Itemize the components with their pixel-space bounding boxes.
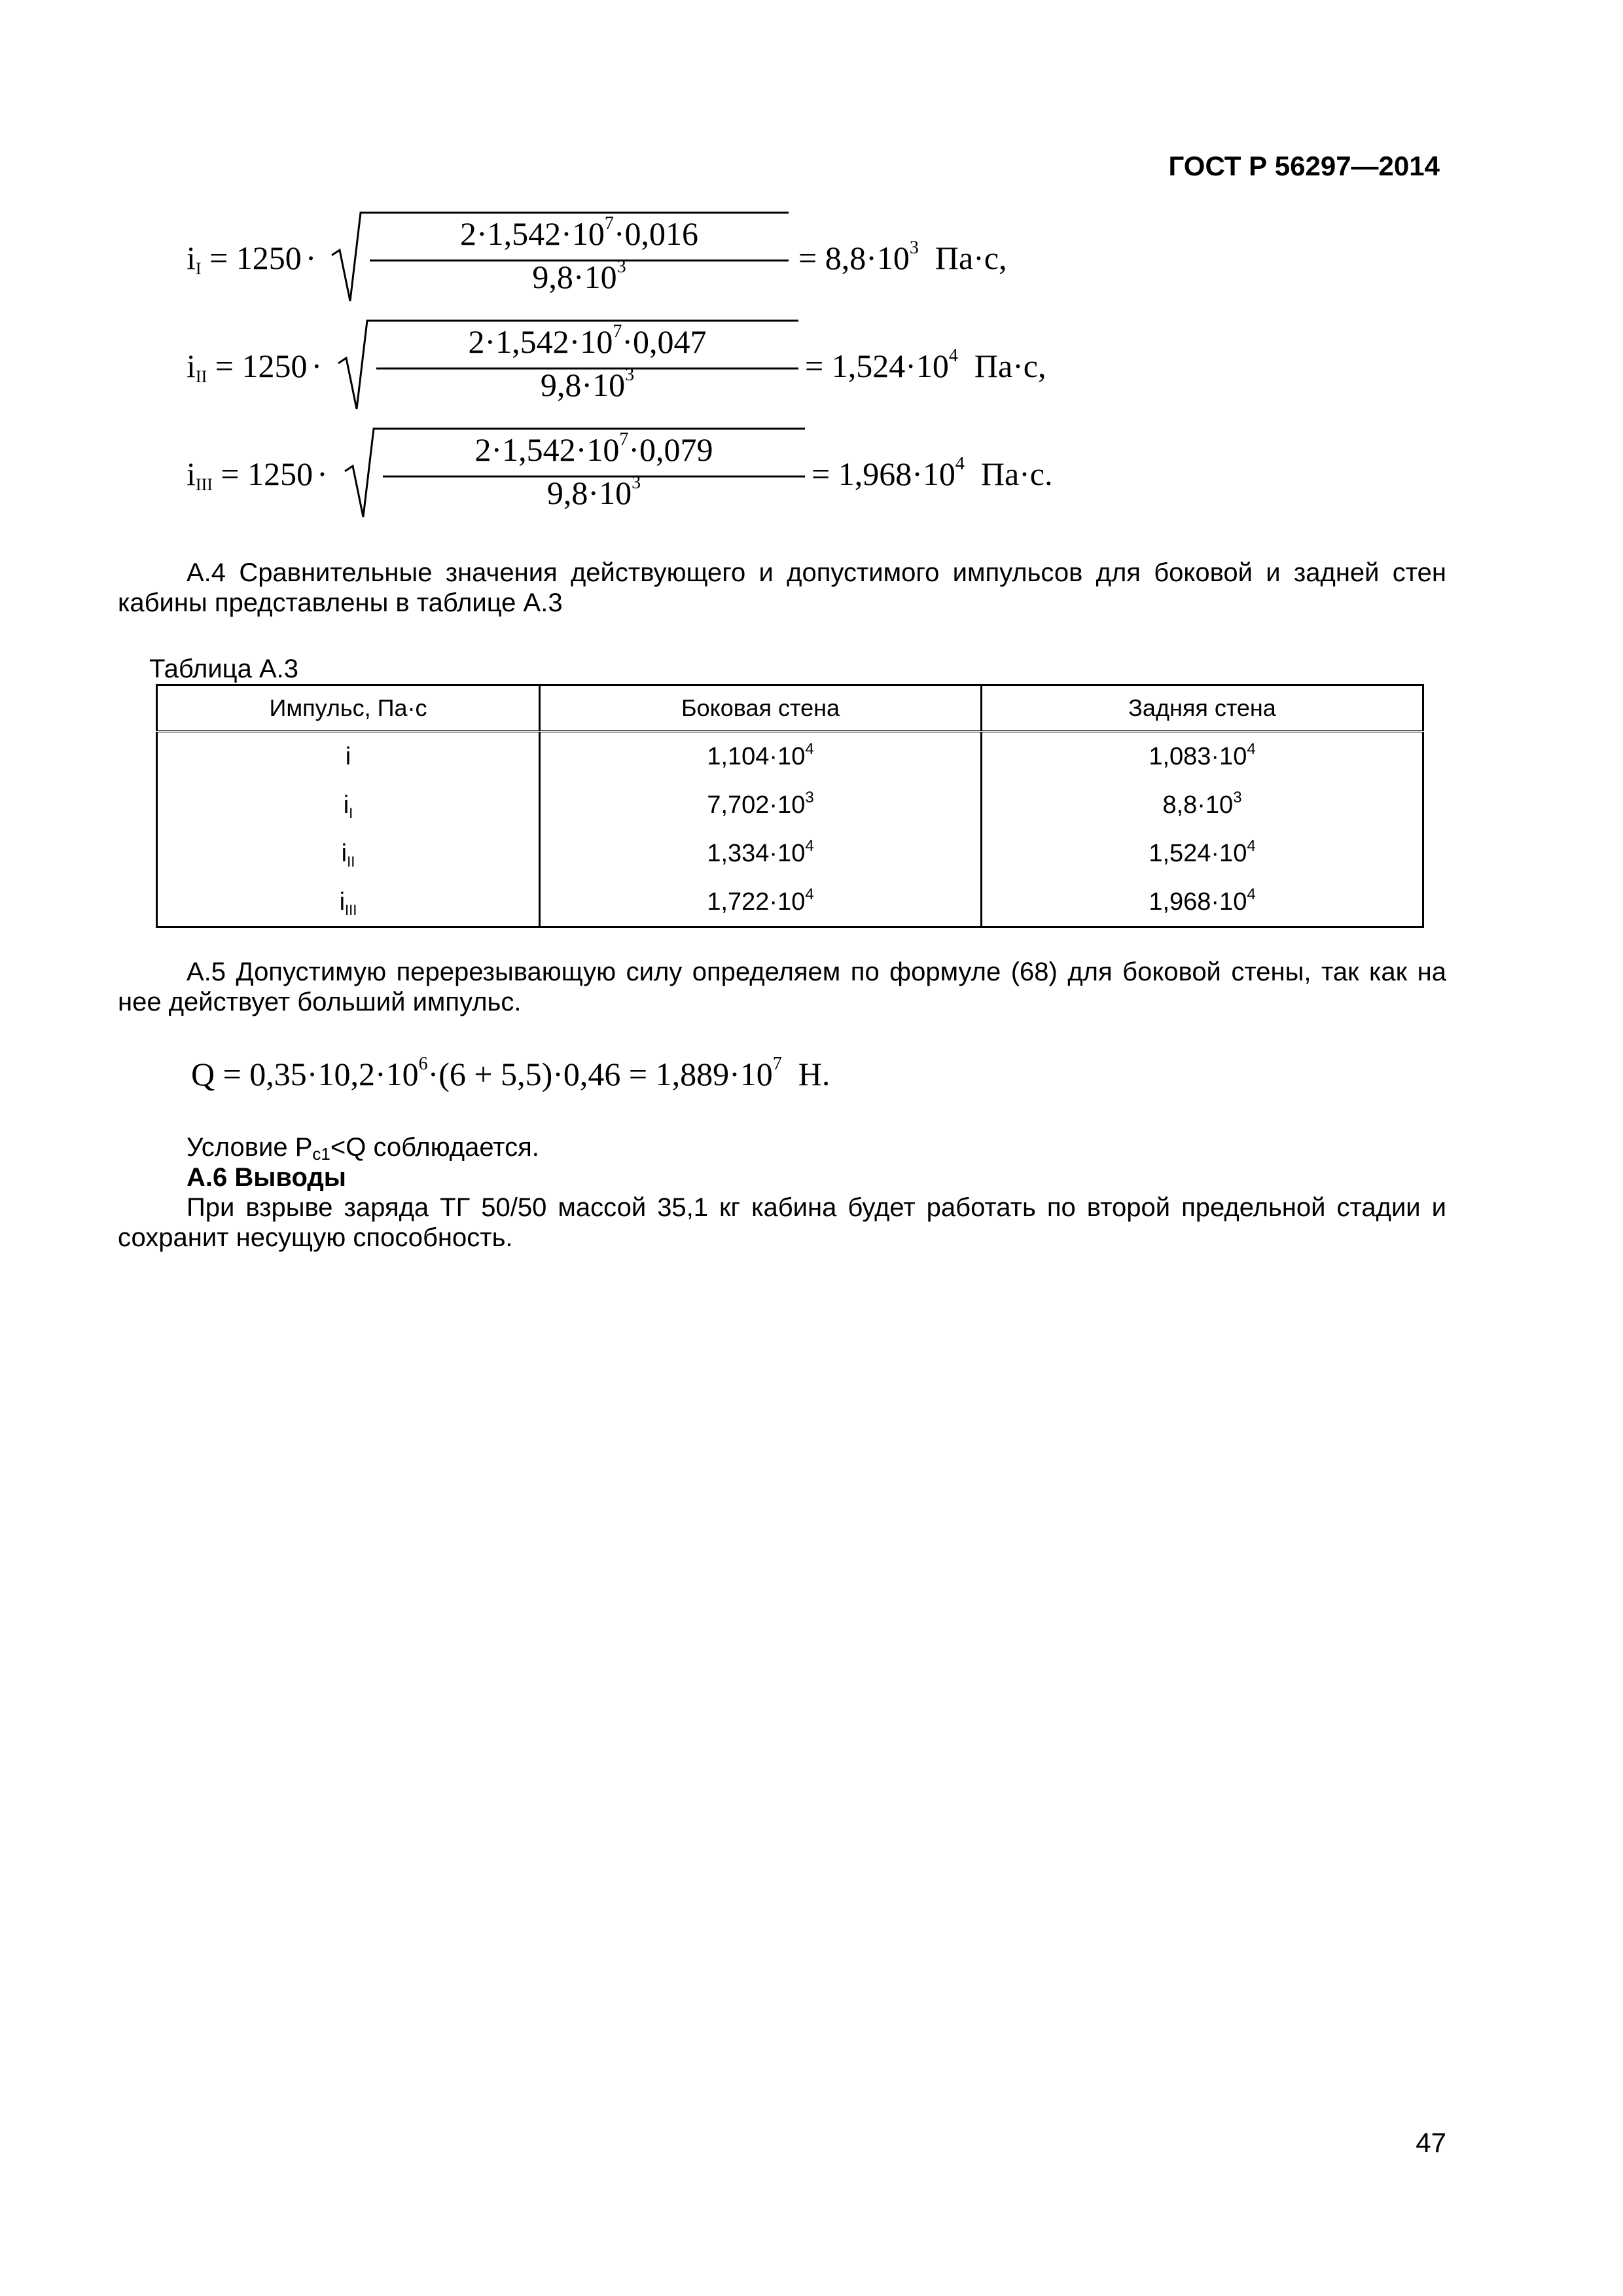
formula-i-1 <box>187 209 1007 308</box>
condition-line: Условие $P_{c1}<Q$ соблюдается. <box>187 1133 539 1164</box>
cell-side-wall: $1,334\cdot 10^4$ <box>540 829 982 878</box>
fraction <box>383 431 805 512</box>
denominator: $9,8\cdot 10^3$ <box>546 473 641 511</box>
formula-result: = $1,524\cdot 10^4$ Па·с, <box>805 346 1046 384</box>
table-header-row <box>157 685 1423 732</box>
paragraph-a5: А.5 Допустимую перерезывающую силу определяем по формуле (68) для боковой стены, так как на нее действует больший импульс. <box>118 958 1446 1016</box>
cell-back-wall: $8,8\cdot 10^3$ <box>982 781 1423 829</box>
formula-q-text: $Q = 0,35\cdot 10,2\cdot 10^6\cdot(6 + 5,5)\cdot 0,46 = 1,889\cdot 10^7$ Н. <box>191 1054 830 1092</box>
cell-impulse: i <box>157 732 540 781</box>
formula-result: = $8,8\cdot 10^3$ Па·с, <box>798 238 1007 276</box>
cell-impulse: $i_I$ <box>157 781 540 829</box>
document-header: ГОСТ Р 56297—2014 <box>1168 151 1440 181</box>
table-row <box>157 732 1423 781</box>
cell-side-wall: $1,104\cdot 10^4$ <box>540 732 982 781</box>
cell-impulse: $i_{III}$ <box>157 878 540 927</box>
column-header-back-wall: Задняя стена <box>982 685 1423 732</box>
numerator: $2\cdot 1,542\cdot 10^7\cdot 0,079$ <box>474 429 713 468</box>
numerator: $2\cdot 1,542\cdot 10^7\cdot 0,016$ <box>460 213 698 252</box>
formula-lhs: $i_I = 1250$ · <box>187 240 317 278</box>
cell-back-wall: $1,968\cdot 10^4$ <box>982 878 1423 927</box>
denominator: $9,8\cdot 10^3$ <box>532 257 626 295</box>
numerator: $2\cdot 1,542\cdot 10^7\cdot 0,047$ <box>468 321 707 360</box>
table-row <box>157 878 1423 927</box>
column-header-impulse: Импульс, Па·с <box>157 685 540 732</box>
table-caption: Таблица А.3 <box>149 655 298 683</box>
formula-i-2 <box>187 317 1046 416</box>
table-row <box>157 829 1423 878</box>
fraction <box>376 323 798 404</box>
cell-impulse: $i_{II}$ <box>157 829 540 878</box>
page-number: 47 <box>1416 2127 1446 2158</box>
formula-lhs: $i_{II} = 1250$ · <box>187 348 323 386</box>
formula-result: = $1,968\cdot 10^4$ Па·с. <box>812 454 1053 492</box>
section-heading-a6: А.6 Выводы <box>187 1163 346 1192</box>
table-row <box>157 781 1423 829</box>
table-a3 <box>156 684 1424 928</box>
formula-lhs: $i_{III} = 1250$ · <box>187 456 328 494</box>
fraction <box>370 215 789 296</box>
paragraph-a4: А.4 Сравнительные значения действующего и допустимого импульсов для боковой и задней стен кабины представлены в таблице А.3 <box>118 558 1446 617</box>
formula-q <box>191 1055 976 1101</box>
cell-back-wall: $1,083\cdot 10^4$ <box>982 732 1423 781</box>
cell-side-wall: $1,722\cdot 10^4$ <box>540 878 982 927</box>
cell-side-wall: $7,702\cdot 10^3$ <box>540 781 982 829</box>
denominator: $9,8\cdot 10^3$ <box>540 365 635 403</box>
cell-back-wall: $1,524\cdot 10^4$ <box>982 829 1423 878</box>
column-header-side-wall: Боковая стена <box>540 685 982 732</box>
paragraph-a6: При взрыве заряда ТГ 50/50 массой 35,1 кг кабина будет работать по второй предельной стадии и сохранит несущую способность. <box>118 1193 1446 1252</box>
formula-i-3 <box>187 425 1053 524</box>
